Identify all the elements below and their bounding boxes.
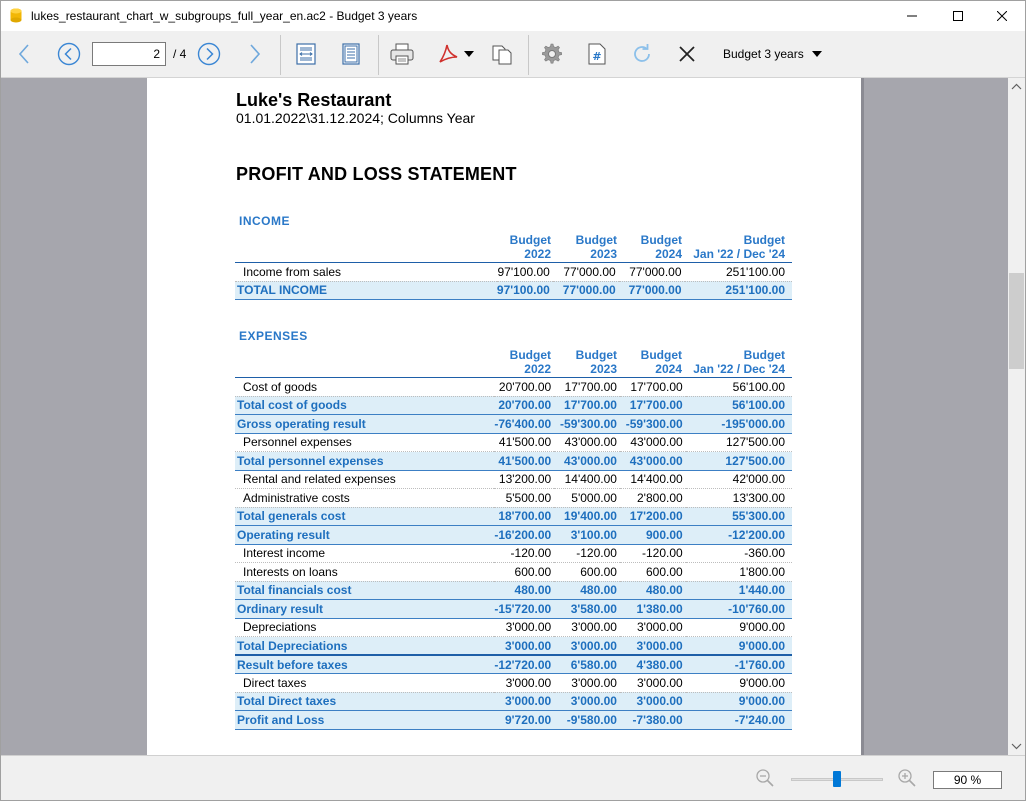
total-row [235,581,792,600]
row-label: Gross operating result [235,415,494,434]
row-value: 77'000.00 [619,281,685,300]
next-page-button[interactable] [196,39,222,69]
report-page [147,78,861,755]
company-name: Luke's Restaurant [236,90,392,110]
zoom-slider-thumb[interactable] [833,771,841,787]
row-label: TOTAL INCOME [235,281,497,300]
page-total-label: / 4 [173,47,187,61]
column-header-line1: Budget [509,348,551,362]
row-label: Depreciations [235,618,494,637]
row-value: 3'000.00 [620,637,686,656]
row-value: -1'760.00 [686,655,792,674]
close-icon [997,11,1007,21]
expenses-column-header [612,348,682,376]
row-value: 97'100.00 [497,281,553,300]
row-value: 13'300.00 [686,489,792,508]
page-number-button[interactable] [582,39,612,69]
income-column-header [481,233,551,261]
column-header-line1: Budget [743,348,785,362]
total-row [235,711,792,730]
row-value: 1'380.00 [620,600,686,619]
page-number-input[interactable]: 2 [92,42,166,66]
row-value: -120.00 [554,544,620,563]
row-value: 77'000.00 [553,281,619,300]
row-label: Operating result [235,526,494,545]
report-period: 01.01.2022\31.12.2024; Columns Year [236,110,475,126]
gear-icon [540,42,564,66]
minimize-button[interactable] [889,1,935,31]
fit-page-icon [339,42,363,66]
column-header-line2: 2023 [590,247,617,261]
row-label: Total Depreciations [235,637,494,656]
table-row [235,263,792,282]
row-value: 3'000.00 [554,674,620,693]
circle-chevron-left-icon [57,42,81,66]
row-value: 9'000.00 [686,637,792,656]
row-label: Total Direct taxes [235,692,494,711]
chevron-right-icon [249,44,261,64]
expenses-column-header [675,348,785,376]
table-row [235,470,792,489]
vertical-scrollbar[interactable] [1008,78,1025,755]
row-value: 3'000.00 [620,674,686,693]
scroll-down-icon[interactable] [1008,739,1025,753]
copy-icon [490,42,514,66]
row-value: 14'400.00 [554,470,620,489]
row-label: Total generals cost [235,507,494,526]
dropdown-arrow-icon [812,51,822,57]
expenses-section-label: EXPENSES [239,329,308,343]
row-value: 127'500.00 [686,452,792,471]
window-title: lukes_restaurant_chart_w_subgroups_full_year_en.ac2 - Budget 3 years [31,9,418,23]
row-value: 3'000.00 [554,618,620,637]
row-value: 3'000.00 [554,637,620,656]
row-value: 43'000.00 [620,452,686,471]
zoom-input[interactable]: 90 % [933,771,1002,789]
next-button[interactable] [244,39,266,69]
zoom-out-icon[interactable] [755,768,775,788]
row-value: -12'720.00 [494,655,554,674]
toolbar-separator [378,35,379,75]
printer-icon [389,42,415,66]
table-row [235,544,792,563]
row-value: 3'000.00 [554,692,620,711]
title-bar [1,1,1025,31]
row-value: 5'500.00 [494,489,554,508]
row-value: 14'400.00 [620,470,686,489]
row-value: 43'000.00 [554,433,620,452]
row-value: 77'000.00 [619,263,685,282]
maximize-button[interactable] [935,1,981,31]
total-row [235,415,792,434]
expenses-column-header [547,348,617,376]
row-value: 13'200.00 [494,470,554,489]
column-header-line1: Budget [743,233,785,247]
hash-document-icon [586,42,608,66]
row-value: 56'100.00 [686,378,792,397]
status-bar [1,755,1025,800]
column-header-line2: 2022 [524,247,551,261]
row-value: 17'700.00 [554,378,620,397]
row-value: 9'000.00 [686,618,792,637]
row-value: -15'720.00 [494,600,554,619]
table-row [235,674,792,693]
expenses-column-header [481,348,551,376]
row-value: 43'000.00 [554,452,620,471]
row-value: -16'200.00 [494,526,554,545]
income-column-header [547,233,617,261]
row-label: Result before taxes [235,655,494,674]
row-value: 3'000.00 [620,692,686,711]
maximize-icon [953,11,963,21]
row-value: 6'580.00 [554,655,620,674]
row-value: 19'400.00 [554,507,620,526]
row-value: 17'200.00 [620,507,686,526]
row-label: Rental and related expenses [235,470,494,489]
row-value: 4'380.00 [620,655,686,674]
row-label: Administrative costs [235,489,494,508]
row-value: 1'800.00 [686,563,792,582]
row-label: Ordinary result [235,600,494,619]
row-value: 17'700.00 [620,396,686,415]
row-value: 41'500.00 [494,433,554,452]
row-value: -59'300.00 [554,415,620,434]
zoom-slider[interactable] [791,768,883,790]
column-header-line2: 2024 [655,247,682,261]
row-value: 3'000.00 [494,692,554,711]
row-value: 9'000.00 [686,692,792,711]
row-value: 600.00 [620,563,686,582]
chevron-left-icon [18,44,30,64]
toolbar-separator [528,35,529,75]
total-row [235,281,792,300]
row-value: 3'000.00 [494,637,554,656]
close-report-button[interactable] [672,39,702,69]
close-window-button[interactable] [979,1,1025,31]
income-table [235,262,792,300]
row-value: -59'300.00 [620,415,686,434]
row-value: 5'000.00 [554,489,620,508]
fit-width-icon [294,42,318,66]
report-title: PROFIT AND LOSS STATEMENT [236,164,517,184]
row-value: 17'700.00 [554,396,620,415]
zoom-in-icon[interactable] [897,768,917,788]
total-row [235,526,792,545]
total-row [235,600,792,619]
table-row [235,489,792,508]
row-label: Cost of goods [235,378,494,397]
column-header-line1: Budget [509,233,551,247]
toolbar [1,31,1025,78]
row-label: Interest income [235,544,494,563]
row-label: Income from sales [235,263,497,282]
minimize-icon [907,11,917,21]
export-pdf-button[interactable] [433,39,477,69]
row-value: 3'580.00 [554,600,620,619]
row-label: Total cost of goods [235,396,494,415]
budget-version-label: Budget 3 years [723,47,804,61]
svg-text:#: # [592,50,602,63]
table-row [235,378,792,397]
row-value: 3'100.00 [554,526,620,545]
column-header-line2: 2022 [524,362,551,376]
database-app-icon [10,8,22,23]
close-icon [678,45,696,63]
row-value: -12'200.00 [686,526,792,545]
table-row [235,433,792,452]
row-value: -76'400.00 [494,415,554,434]
pdf-icon [436,42,460,66]
row-value: 600.00 [554,563,620,582]
previous-button[interactable] [13,39,35,69]
row-value: 251'100.00 [685,263,792,282]
row-label: Personnel expenses [235,433,494,452]
row-value: 77'000.00 [553,263,619,282]
income-column-header [675,233,785,261]
row-value: 97'100.00 [497,263,553,282]
total-row [235,692,792,711]
row-value: 900.00 [620,526,686,545]
row-value: 55'300.00 [686,507,792,526]
scroll-up-icon[interactable] [1008,80,1025,94]
row-value: 20'700.00 [494,396,554,415]
row-value: 56'100.00 [686,396,792,415]
refresh-icon [630,42,654,66]
row-value: 17'700.00 [620,378,686,397]
row-value: -7'240.00 [686,711,792,730]
total-row [235,396,792,415]
budget-version-dropdown[interactable] [723,47,822,61]
column-header-line2: 2023 [590,362,617,376]
column-header-line1: Budget [575,233,617,247]
column-header-line1: Budget [640,348,682,362]
scrollbar-thumb[interactable] [1009,273,1024,369]
row-label: Profit and Loss [235,711,494,730]
circle-chevron-right-icon [197,42,221,66]
total-row [235,637,792,656]
row-value: 18'700.00 [494,507,554,526]
row-value: 3'000.00 [620,618,686,637]
row-label: Direct taxes [235,674,494,693]
row-value: -195'000.00 [686,415,792,434]
row-value: 42'000.00 [686,470,792,489]
row-value: 9'000.00 [686,674,792,693]
fit-page-button[interactable] [336,39,366,69]
refresh-button[interactable] [627,39,657,69]
income-section-label: INCOME [239,214,290,228]
row-value: -7'380.00 [620,711,686,730]
column-header-line1: Budget [640,233,682,247]
row-value: 480.00 [494,581,554,600]
total-row [235,452,792,471]
previous-page-button[interactable] [56,39,82,69]
expenses-table [235,377,792,730]
row-value: -120.00 [494,544,554,563]
print-button[interactable] [387,39,417,69]
row-value: 9'720.00 [494,711,554,730]
column-header-line2: 2024 [655,362,682,376]
settings-button[interactable] [537,39,567,69]
row-value: 41'500.00 [494,452,554,471]
row-value: -360.00 [686,544,792,563]
total-row [235,655,792,674]
row-value: -10'760.00 [686,600,792,619]
copy-button[interactable] [487,39,517,69]
row-value: 127'500.00 [686,433,792,452]
row-value: 3'000.00 [494,674,554,693]
row-label: Total financials cost [235,581,494,600]
row-value: 1'440.00 [686,581,792,600]
row-value: 2'800.00 [620,489,686,508]
row-value: 480.00 [620,581,686,600]
row-label: Total personnel expenses [235,452,494,471]
toolbar-separator [280,35,281,75]
report-viewer[interactable] [1,78,1008,755]
dropdown-arrow-icon [464,51,474,57]
row-value: 20'700.00 [494,378,554,397]
row-label: Interests on loans [235,563,494,582]
table-row [235,563,792,582]
income-column-header [612,233,682,261]
row-value: 43'000.00 [620,433,686,452]
column-header-line1: Budget [575,348,617,362]
column-header-line2: Jan '22 / Dec '24 [693,247,785,261]
column-header-line2: Jan '22 / Dec '24 [693,362,785,376]
total-row [235,507,792,526]
fit-width-button[interactable] [291,39,321,69]
row-value: 251'100.00 [685,281,792,300]
row-value: -120.00 [620,544,686,563]
table-row [235,618,792,637]
row-value: 600.00 [494,563,554,582]
row-value: 480.00 [554,581,620,600]
row-value: 3'000.00 [494,618,554,637]
row-value: -9'580.00 [554,711,620,730]
